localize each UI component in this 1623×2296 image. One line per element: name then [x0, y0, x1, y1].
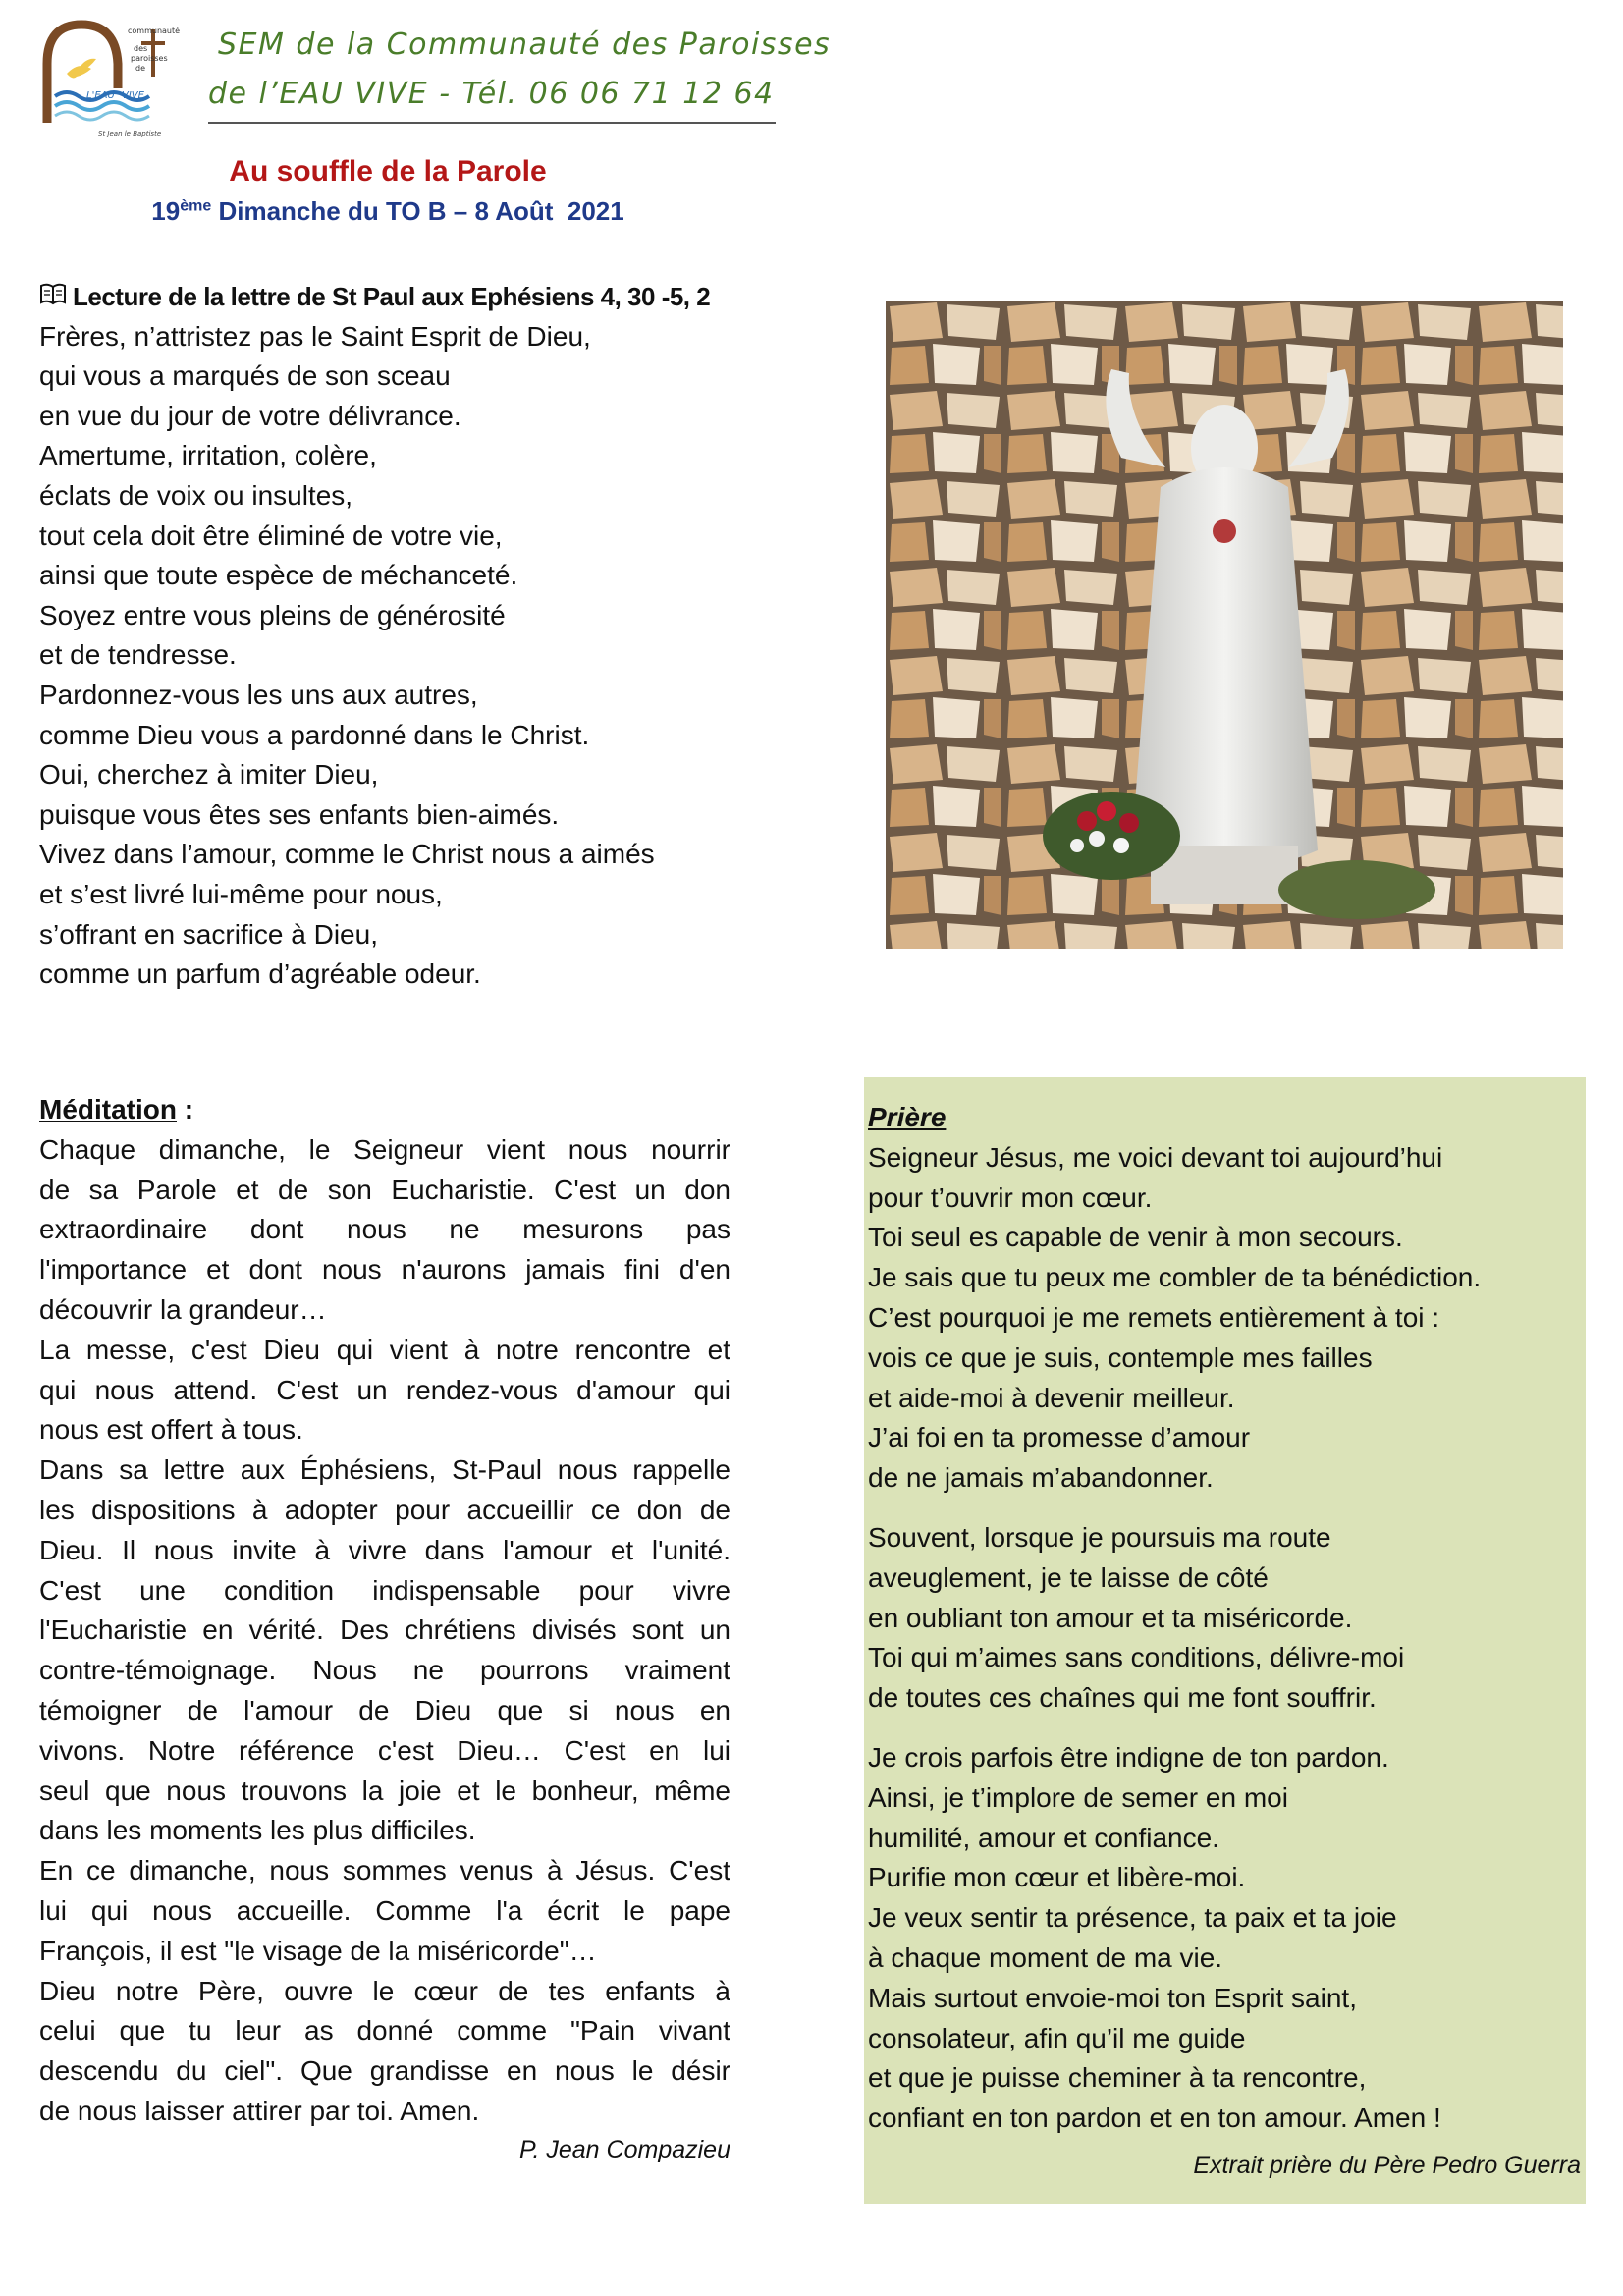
prayer-text — [868, 1138, 1583, 2139]
sacred-heart-statue-photo — [886, 301, 1563, 949]
meditation-line: l'importance et dont nous n'aurons jamais fini d'en — [39, 1254, 730, 1285]
prayer-line: Mais surtout envoie-moi ton Esprit saint, — [868, 1982, 1357, 2013]
meditation-author: P. Jean Compazieu — [519, 2135, 730, 2163]
meditation-line: découvrir la grandeur… — [39, 1293, 327, 1325]
meditation-line: lui qui nous accueille. Comme l'a écrit le pape — [39, 1894, 730, 1926]
prayer-line: de ne jamais m’abandonner. — [868, 1462, 1214, 1494]
prayer-line: J’ai foi en ta promesse d’amour — [868, 1422, 1251, 1453]
reading-reference-text: Lecture de la lettre de St Paul aux Ephésiens 4, 30 -5, 2 — [73, 282, 711, 311]
meditation-section — [39, 1090, 730, 2167]
meditation-line: de sa Parole et de son Eucharistie. C'est un don — [39, 1174, 730, 1205]
prayer-line: Je veux sentir ta présence, ta paix et ta joie — [868, 1902, 1397, 1934]
meditation-line: contre-témoignage. Nous ne pourrons vraiment — [39, 1655, 730, 1686]
meditation-line: les dispositions à adopter pour accueillir ce don de — [39, 1494, 730, 1525]
reading-line: qui vous a marqués de son sceau — [39, 360, 451, 392]
prayer-line: humilité, amour et confiance. — [868, 1822, 1219, 1853]
meditation-text — [39, 1130, 730, 2132]
meditation-line: Chaque dimanche, le Seigneur vient nous nourrir — [39, 1133, 730, 1165]
reading-text — [39, 317, 854, 995]
ordinal-suffix: ème — [180, 197, 212, 215]
parish-logo — [37, 20, 204, 142]
prayer-line: et que je puisse cheminer à ta rencontre, — [868, 2062, 1367, 2094]
meditation-line: de nous laisser attirer par toi. Amen. — [39, 2095, 480, 2126]
meditation-heading — [39, 1090, 730, 1130]
prayer-line: confiant en ton pardon et en ton amour. Amen ! — [868, 2103, 1441, 2134]
prayer-line: aveuglement, je te laisse de côté — [868, 1561, 1269, 1593]
reading-line: Pardonnez-vous les uns aux autres, — [39, 679, 478, 710]
prayer-line: à chaque moment de ma vie. — [868, 1941, 1223, 1973]
stanza-spacer — [868, 1719, 1583, 1738]
prayer-line: Toi seul es capable de venir à mon secours. — [868, 1222, 1403, 1253]
meditation-title-colon: : — [177, 1094, 194, 1124]
meditation-line: La messe, c'est Dieu qui vient à notre rencontre et — [39, 1334, 730, 1365]
meditation-title: Méditation — [39, 1094, 177, 1124]
prayer-line: Purifie mon cœur et libère-moi. — [868, 1862, 1246, 1893]
meditation-line: Dieu. Il nous invite à vivre dans l'amour et l'unité. — [39, 1534, 730, 1565]
meditation-line: extraordinaire dont nous ne mesurons pas — [39, 1214, 730, 1245]
reading-line: puisque vous êtes ses enfants bien-aimés. — [39, 798, 560, 830]
meditation-line: C'est une condition indispensable pour vivre — [39, 1574, 730, 1606]
meditation-line: témoigner de l'amour de Dieu que si nous en — [39, 1694, 730, 1725]
prayer-line: et aide-moi à devenir meilleur. — [868, 1382, 1235, 1413]
prayer-line: Souvent, lorsque je poursuis ma route — [868, 1521, 1331, 1553]
reading-line: Soyez entre vous pleins de générosité — [39, 599, 506, 630]
prayer-line: Seigneur Jésus, me voici devant toi aujourd’hui — [868, 1141, 1443, 1173]
prayer-line: Je crois parfois être indigne de ton pardon. — [868, 1741, 1389, 1773]
prayer-line: vois ce que je suis, contemple mes failles — [868, 1341, 1373, 1373]
reading-line: Frères, n’attristez pas le Saint Esprit de Dieu, — [39, 320, 591, 352]
sunday-date: Dimanche du TO B – 8 Août 2021 — [211, 196, 624, 226]
header-divider — [208, 122, 776, 124]
prayer-line: de toutes ces chaînes qui me font souffrir. — [868, 1682, 1377, 1714]
open-book-icon — [39, 277, 67, 317]
reading-line: Vivez dans l’amour, comme le Christ nous a aimés — [39, 839, 655, 870]
svg-text:L'EAU: L'EAU — [86, 90, 115, 101]
prayer-line: pour t’ouvrir mon cœur. — [868, 1181, 1153, 1213]
meditation-line: vivons. Notre référence c'est Dieu… C'est en lui — [39, 1734, 730, 1766]
prayer-line: Toi qui m’aimes sans conditions, délivre-moi — [868, 1642, 1405, 1673]
reading-line: en vue du jour de votre délivrance. — [39, 400, 461, 431]
stanza-spacer — [868, 1499, 1583, 1518]
svg-text:paroisses: paroisses — [131, 54, 168, 63]
meditation-line: descendu du ciel". Que grandisse en nous le désir — [39, 2055, 730, 2087]
meditation-line: l'Eucharistie en vérité. Des chrétiens divisés sont un — [39, 1614, 730, 1646]
svg-text:St Jean le Baptiste: St Jean le Baptiste — [98, 130, 162, 137]
reading-section — [39, 277, 854, 995]
meditation-line: qui nous attend. C'est un rendez-vous d'amour qui — [39, 1374, 730, 1405]
page-title: Au souffle de la Parole — [229, 155, 547, 188]
svg-text:de: de — [135, 64, 145, 73]
reading-line: comme un parfum d’agréable odeur. — [39, 958, 481, 990]
meditation-line: nous est offert à tous. — [39, 1414, 303, 1446]
prayer-line: Je sais que tu peux me combler de ta bénédiction. — [868, 1262, 1482, 1293]
header-line-1: SEM de la Communauté des Paroisses — [218, 27, 832, 62]
meditation-line: Dieu notre Père, ouvre le cœur de tes enfants à — [39, 1975, 730, 2006]
meditation-line: dans les moments les plus difficiles. — [39, 1815, 476, 1846]
reading-line: tout cela doit être éliminé de votre vie, — [39, 519, 503, 551]
meditation-line: En ce dimanche, nous sommes venus à Jésus. C'est — [39, 1855, 730, 1886]
sunday-number: 19 — [151, 196, 181, 226]
meditation-line: François, il est "le visage de la miséricorde"… — [39, 1935, 597, 1966]
page-subtitle — [0, 196, 776, 227]
prayer-title: Prière — [868, 1102, 947, 1132]
prayer-line: C’est pourquoi je me remets entièrement à toi : — [868, 1301, 1440, 1333]
reading-line: comme Dieu vous a pardonné dans le Christ. — [39, 719, 590, 750]
svg-text:communauté: communauté — [128, 27, 181, 35]
meditation-line: seul que nous trouvons la joie et le bonheur, même — [39, 1775, 730, 1806]
reading-line: ainsi que toute espèce de méchanceté. — [39, 560, 518, 591]
meditation-line: Dans sa lettre aux Éphésiens, St-Paul nous rappelle — [39, 1454, 730, 1486]
prayer-line: en oubliant ton amour et ta miséricorde. — [868, 1602, 1353, 1633]
meditation-line: celui que tu leur as donné comme "Pain vivant — [39, 2015, 730, 2047]
reading-line: s’offrant en sacrifice à Dieu, — [39, 918, 378, 950]
reading-line: et de tendresse. — [39, 639, 237, 671]
prayer-line: consolateur, afin qu’il me guide — [868, 2022, 1246, 2053]
prayer-credit: Extrait prière du Père Pedro Guerra — [1193, 2152, 1581, 2179]
prayer-section — [868, 1098, 1583, 2139]
reading-line: Amertume, irritation, colère, — [39, 440, 377, 471]
svg-text:des: des — [134, 44, 148, 53]
prayer-line: Ainsi, je t’implore de semer en moi — [868, 1781, 1288, 1813]
reading-line: éclats de voix ou insultes, — [39, 479, 353, 511]
header-line-2: de l’EAU VIVE - Tél. 06 06 71 12 64 — [208, 77, 775, 111]
reading-line: Oui, cherchez à imiter Dieu, — [39, 759, 379, 791]
svg-text:VIVE: VIVE — [122, 90, 144, 101]
reading-line: et s’est livré lui-même pour nous, — [39, 878, 443, 909]
reading-reference — [39, 277, 854, 317]
